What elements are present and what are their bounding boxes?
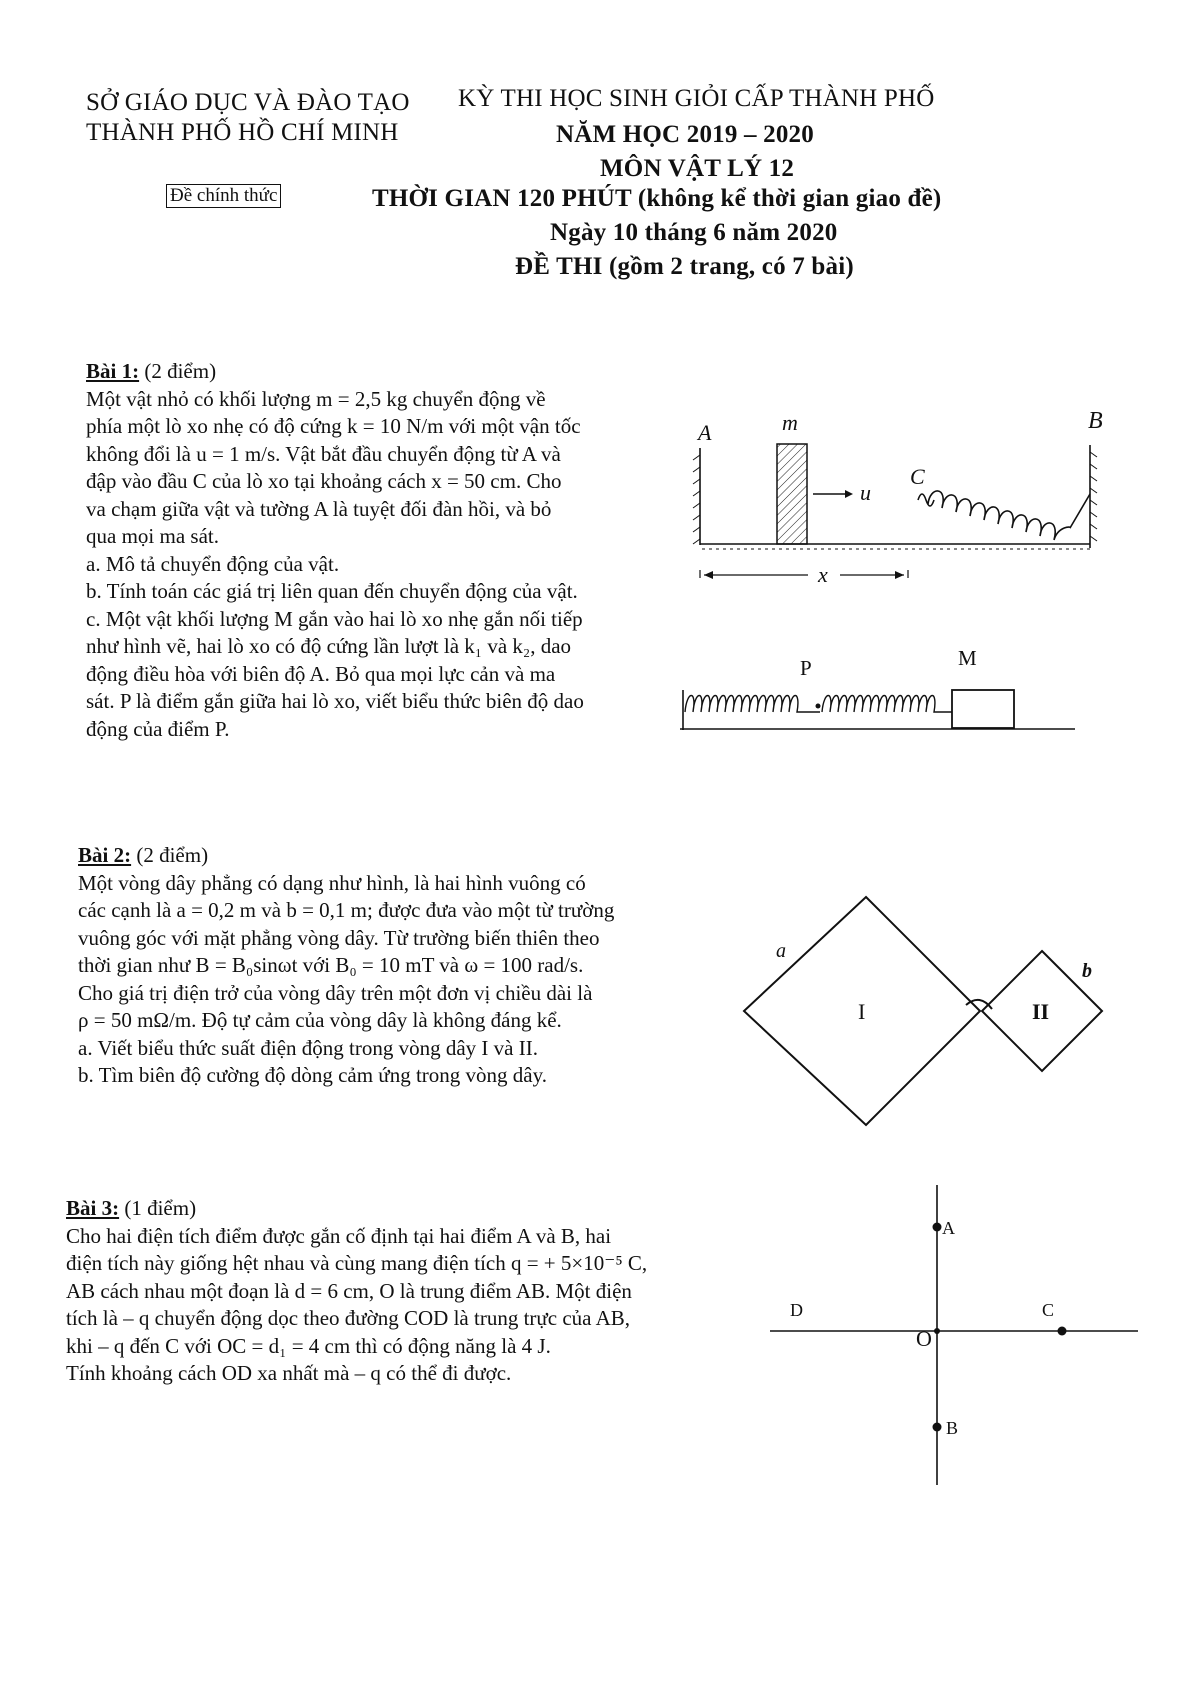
spring: [918, 491, 1090, 540]
problem-1-line: c. Một vật khối lượng M gắn vào hai lò xo nhẹ gắn nối tiếp: [86, 606, 583, 631]
exam-title: KỲ THI HỌC SINH GIỎI CẤP THÀNH PHỐ: [458, 85, 935, 112]
department-line-1: SỞ GIÁO DỤC VÀ ĐÀO TẠO: [86, 89, 410, 116]
label-point-a: A: [942, 1218, 955, 1238]
charge-a: [933, 1223, 942, 1232]
problem-3-line: Tính khoảng cách OD xa nhất mà – q có thể đi được.: [66, 1361, 512, 1385]
problem-1-line: Một vật nhỏ có khối lượng m = 2,5 kg chuyển động về: [86, 386, 546, 411]
label-point-c: C: [1042, 1300, 1055, 1320]
label-loop-i: I: [858, 999, 866, 1024]
figure-series-springs: [680, 640, 1080, 735]
label-p: P: [800, 656, 812, 680]
figure-wire-loop: [730, 885, 1130, 1135]
problem-1-heading: [86, 358, 686, 386]
problem-1-points: (2 điểm): [139, 359, 217, 383]
block-m: [777, 444, 807, 544]
problem-3-points: (1 điểm): [119, 1196, 197, 1220]
charge-b: [933, 1423, 942, 1432]
exam-date: Ngày 10 tháng 6 năm 2020: [550, 219, 838, 246]
problem-1-line: động của điểm P.: [86, 716, 230, 741]
subject: MÔN VẬT LÝ 12: [600, 155, 795, 182]
label-m: m: [782, 410, 798, 435]
point-c-dot: [1058, 1327, 1067, 1336]
label-side-a: a: [776, 940, 786, 962]
problem-2-line: vuông góc với mặt phẳng vòng dây. Từ trường biến thiên theo: [78, 925, 600, 950]
problem-1-line: va chạm giữa vật và tường A là tuyệt đối đàn hồi, và bỏ: [86, 496, 552, 521]
label-point-o: O: [916, 1326, 932, 1351]
problem-2-line: Cho giá trị điện trở của vòng dây trên một đơn vị chiều dài là: [78, 980, 593, 1005]
problem-2-heading: [78, 842, 718, 870]
label-point-b: B: [946, 1418, 959, 1438]
mass-m-box: [952, 690, 1014, 728]
label-side-b: b: [1082, 960, 1092, 982]
problem-3-line: khi – q đến C với OC = d₁ = 4 cm thì có động năng là 4 J.: [66, 1333, 551, 1358]
problem-2-line: Một vòng dây phẳng có dạng như hình, là hai hình vuông có: [78, 870, 586, 895]
problem-1: [86, 358, 686, 743]
label-u: u: [860, 480, 871, 505]
problem-2-points: (2 điểm): [131, 843, 209, 867]
problem-1-line: không đổi là u = 1 m/s. Vật bắt đầu chuyển động từ A và: [86, 441, 561, 466]
problem-2-line: các cạnh là a = 0,2 m và b = 0,1 m; được đưa vào một từ trường: [78, 898, 615, 922]
problem-2-line: ρ = 50 mΩ/m. Độ tự cảm của vòng dây là không đáng kể.: [78, 1008, 562, 1032]
point-p-dot: [816, 704, 821, 709]
problem-2: [78, 842, 718, 1090]
problem-1-line: phía một lò xo nhẹ có độ cứng k = 10 N/m với một vận tốc: [86, 414, 581, 438]
label-m2: M: [958, 646, 977, 670]
exam-duration: THỜI GIAN 120 PHÚT (không kể thời gian giao đề): [372, 185, 942, 212]
label-loop-ii: II: [1032, 999, 1050, 1024]
problem-3-title: Bài 3:: [66, 1196, 120, 1220]
label-b: B: [1088, 408, 1103, 434]
problem-3-line: tích là – q chuyển động dọc theo đường COD là trung trực của AB,: [66, 1306, 631, 1330]
problem-1-line: b. Tính toán các giá trị liên quan đến chuyển động của vật.: [86, 579, 578, 603]
problem-3-line: Cho hai điện tích điểm được gắn cố định tại hai điểm A và B, hai: [66, 1223, 612, 1248]
problem-1-line: a. Mô tả chuyển động của vật.: [86, 551, 340, 576]
figure-block-spring: [680, 400, 1110, 595]
problem-2-title: Bài 2:: [78, 843, 132, 867]
problem-1-line: sát. P là điểm gắn giữa hai lò xo, viết biểu thức biên độ dao: [86, 689, 584, 713]
official-label: Đề chính thức: [166, 184, 281, 208]
problem-1-line: như hình vẽ, hai lò xo có độ cứng lần lượt là k₁ và k₂, dao: [86, 634, 572, 658]
exam-info: ĐỀ THI (gồm 2 trang, có 7 bài): [515, 253, 854, 280]
problem-3: [66, 1195, 766, 1388]
loop-crossing: [966, 1000, 992, 1009]
point-o-dot: [934, 1328, 940, 1334]
problem-2-line: a. Viết biểu thức suất điện động trong vòng dây I và II.: [78, 1035, 538, 1060]
problem-1-line: đập vào đầu C của lò xo tại khoảng cách x = 50 cm. Cho: [86, 469, 562, 493]
problem-3-heading: [66, 1195, 766, 1223]
problem-1-line: động điều hòa với biên độ A. Bỏ qua mọi lực cản và ma: [86, 661, 556, 686]
label-a: A: [698, 420, 712, 445]
problem-1-title: Bài 1:: [86, 359, 140, 383]
label-point-d: D: [790, 1300, 803, 1320]
problem-1-line: qua mọi ma sát.: [86, 524, 219, 548]
problem-3-line: điện tích này giống hệt nhau và cùng mang điện tích q = + 5×10⁻⁵ C,: [66, 1251, 648, 1275]
department-line-2: THÀNH PHỐ HỒ CHÍ MINH: [86, 119, 399, 146]
figure-charges: [770, 1185, 1150, 1490]
problem-2-line: b. Tìm biên độ cường độ dòng cảm ứng trong vòng dây.: [78, 1063, 547, 1087]
school-year: NĂM HỌC 2019 – 2020: [556, 121, 814, 148]
label-c: C: [910, 464, 925, 489]
label-x: x: [818, 562, 828, 587]
problem-3-line: AB cách nhau một đoạn là d = 6 cm, O là trung điểm AB. Một điện: [66, 1278, 632, 1303]
problem-2-line: thời gian như B = B₀sinωt với B₀ = 10 mT và ω = 100 rad/s.: [78, 953, 584, 977]
